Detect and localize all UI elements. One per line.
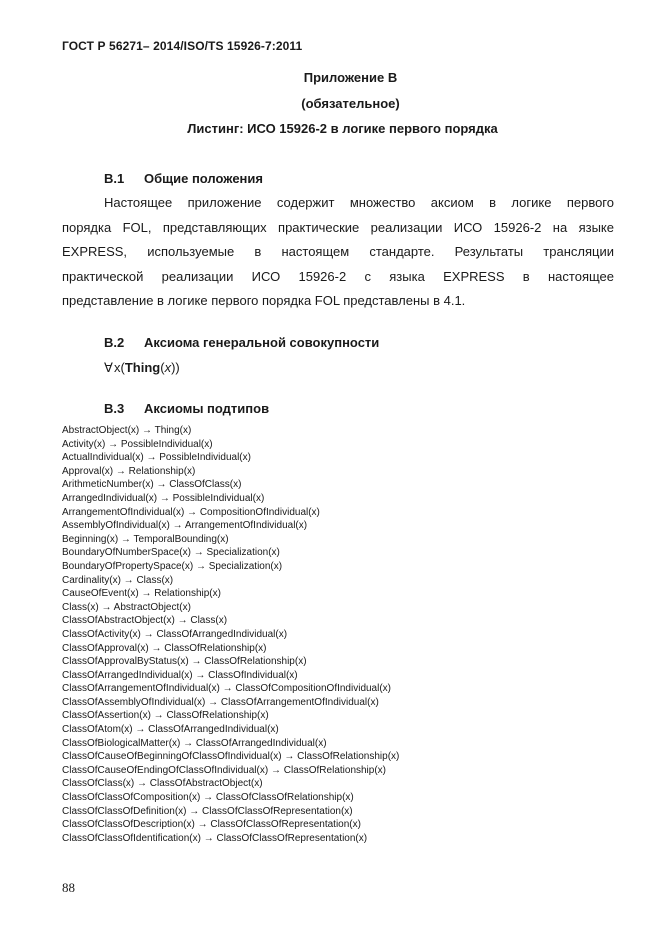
section-title: Общие положения xyxy=(144,171,263,186)
section-heading-b3 xyxy=(104,401,269,416)
axiom-line: AssemblyOfIndividual(x) → ArrangementOfIndividual(x) xyxy=(62,520,308,532)
section-title: Аксиома генеральной совокупности xyxy=(144,335,380,350)
annex-listing-title: Листинг: ИСО 15926-2 в логике первого порядка xyxy=(187,121,498,136)
paragraph-line: представление в логике первого порядка FOL представлены в 4.1. xyxy=(62,293,466,308)
axiom-line: ClassOfClassOfDefinition(x) → ClassOfClassOfRepresentation(x) xyxy=(62,805,353,817)
paragraph-line: практической реализации ИСО 15926-2 с языка EXPRESS в настоящее xyxy=(62,268,614,284)
axiom-line: Class(x) → AbstractObject(x) xyxy=(62,601,191,613)
axiom-line: ArrangementOfIndividual(x) → CompositionOfIndividual(x) xyxy=(62,506,320,518)
paragraph-line: EXPRESS, используемые в настоящем стандарте. Результаты трансляции xyxy=(62,244,614,259)
section-title: Аксиомы подтипов xyxy=(144,401,270,416)
axiom-line: Cardinality(x) → Class(x) xyxy=(62,574,174,586)
formula-part: )) xyxy=(171,360,180,375)
subtype-axiom-list xyxy=(62,424,399,845)
axiom-line: ClassOfArrangementOfIndividual(x) → ClassOfCompositionOfIndividual(x) xyxy=(62,683,392,695)
intro-paragraph xyxy=(62,191,614,314)
axiom-line: ClassOfClassOfIdentification(x) → ClassOfClassOfRepresentation(x) xyxy=(62,832,368,844)
axiom-line: ClassOfApproval(x) → ClassOfRelationship(x) xyxy=(62,642,267,654)
axiom-line: Approval(x) → Relationship(x) xyxy=(62,465,196,477)
axiom-line: ClassOfApprovalByStatus(x) → ClassOfRelationship(x) xyxy=(62,656,307,668)
axiom-line: ClassOfArrangedIndividual(x) → ClassOfIndividual(x) xyxy=(62,669,298,681)
axiom-line: ClassOfAbstractObject(x) → Class(x) xyxy=(62,615,228,627)
section-heading-b2 xyxy=(104,335,379,350)
formula-part: x( xyxy=(114,360,125,375)
axiom-line: ClassOfAtom(x) → ClassOfArrangedIndividual(x) xyxy=(62,724,279,736)
paragraph-line: порядка FOL, представляющих практические реализации ИСО 15926-2 на языке xyxy=(62,219,614,235)
axiom-line: Beginning(x) → TemporalBounding(x) xyxy=(62,533,229,545)
formula-variable: x xyxy=(164,360,172,375)
page-number: 88 xyxy=(62,880,75,895)
document-header: ГОСТ Р 56271– 2014/ISO/TS 15926-7:2011 xyxy=(62,39,303,53)
thing-predicate: Thing xyxy=(124,360,161,375)
annex-title: Приложение В xyxy=(303,70,398,85)
axiom-line: ClassOfClass(x) → ClassOfAbstractObject(x) xyxy=(62,778,263,790)
axiom-line: BoundaryOfNumberSpace(x) → Specialization(x) xyxy=(62,547,280,559)
section-number: В.2 xyxy=(104,335,125,350)
axiom-line: ClassOfActivity(x) → ClassOfArrangedIndividual(x) xyxy=(62,628,288,640)
axiom-line: ClassOfBiologicalMatter(x) → ClassOfArrangedIndividual(x) xyxy=(62,737,327,749)
axiom-line: AbstractObject(x) → Thing(x) xyxy=(62,425,192,436)
formula-part: ( xyxy=(160,360,165,375)
forall-symbol: ∀ xyxy=(104,360,113,375)
axiom-line: CauseOfEvent(x) → Relationship(x) xyxy=(62,588,221,600)
axiom-line: ClassOfClassOfComposition(x) → ClassOfClassOfRelationship(x) xyxy=(62,792,354,804)
annex-status: (обязательное) xyxy=(301,96,400,111)
section-number: В.3 xyxy=(104,401,125,416)
axiom-line: ClassOfAssertion(x) → ClassOfRelationship(x) xyxy=(62,710,269,722)
axiom-line: BoundaryOfPropertySpace(x) → Specialization(x) xyxy=(62,560,283,572)
axiom-line: ActualIndividual(x) → PossibleIndividual(x) xyxy=(62,452,251,464)
universe-axiom-formula xyxy=(104,360,180,376)
section-number: В.1 xyxy=(104,171,125,186)
axiom-line: ArithmeticNumber(x) → ClassOfClass(x) xyxy=(62,479,242,491)
axiom-line: ClassOfAssemblyOfIndividual(x) → ClassOfArrangementOfIndividual(x) xyxy=(62,696,379,708)
paragraph-line: Настоящее приложение содержит множество аксиом в логике первого xyxy=(104,195,614,210)
axiom-line: Activity(x) → PossibleIndividual(x) xyxy=(62,438,213,450)
axiom-line: ClassOfClassOfDescription(x) → ClassOfClassOfRepresentation(x) xyxy=(62,819,361,831)
axiom-line: ClassOfCauseOfEndingOfClassOfIndividual(x) → ClassOfRelationship(x) xyxy=(62,764,387,776)
axiom-line: ArrangedIndividual(x) → PossibleIndividual(x) xyxy=(62,492,265,504)
section-heading-b1 xyxy=(104,171,263,186)
axiom-line: ClassOfCauseOfBeginningOfClassOfIndividual(x) → ClassOfRelationship(x) xyxy=(62,751,400,763)
